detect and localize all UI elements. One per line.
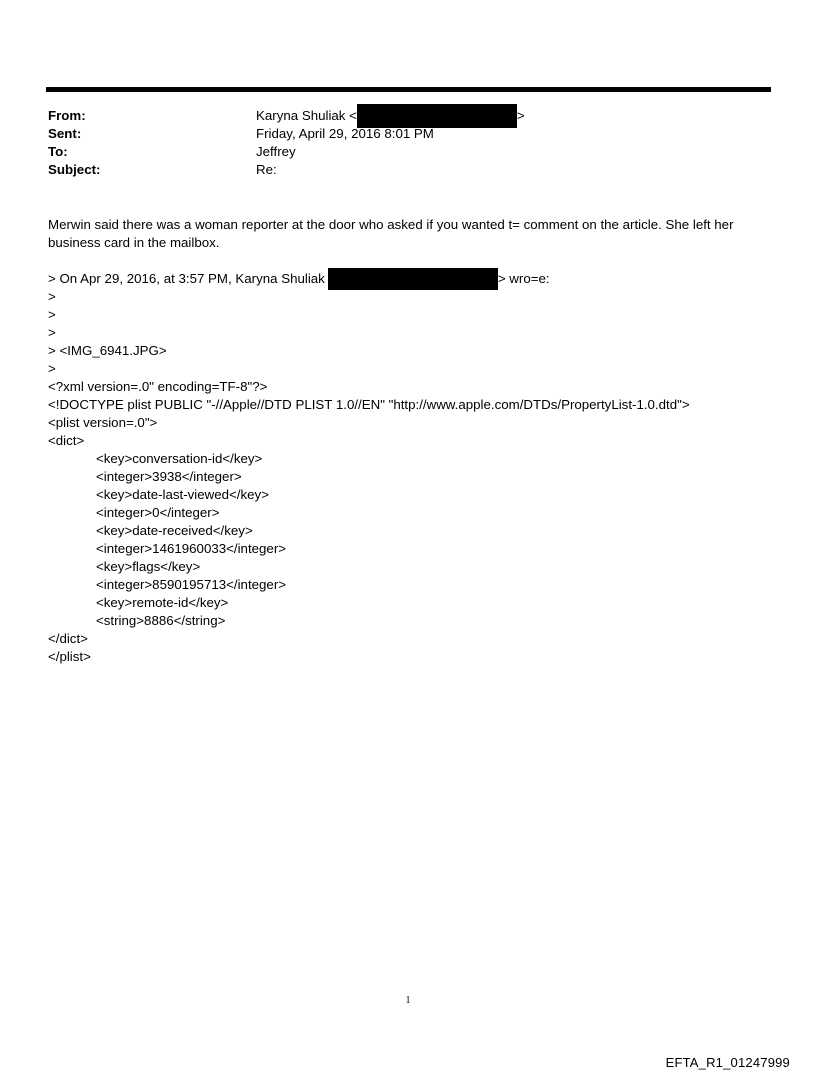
- quote-attribution-end: > wro=e:: [497, 271, 550, 286]
- plist-line: <?xml version=.0" encoding=TF-8"?>: [48, 379, 268, 394]
- subject-value: Re:: [256, 162, 277, 177]
- plist-entry: <integer>0</integer>: [96, 505, 220, 520]
- from-sender-name: Karyna Shuliak <: [256, 108, 357, 123]
- from-email-close: >: [516, 108, 525, 123]
- plist-entry: <key>flags</key>: [96, 559, 201, 574]
- redaction-box: [328, 268, 498, 290]
- message-body: [48, 216, 768, 252]
- plist-entry: <integer>8590195713</integer>: [96, 577, 287, 592]
- plist-entry: <key>date-received</key>: [96, 523, 253, 538]
- from-label: From:: [48, 108, 86, 123]
- page-number: 1: [405, 995, 411, 1006]
- quote-line: >: [48, 307, 56, 322]
- to-label: To:: [48, 144, 68, 159]
- from-row: [48, 107, 768, 125]
- sent-row: [48, 125, 768, 143]
- plist-entry: <integer>1461960033</integer>: [96, 541, 287, 556]
- header-rule: [46, 87, 771, 92]
- plist-line: <plist version=.0">: [48, 415, 158, 430]
- quoted-content: [48, 270, 768, 666]
- plist-entry: <integer>3938</integer>: [96, 469, 242, 484]
- plist-line: <dict>: [48, 433, 85, 448]
- sent-label: Sent:: [48, 126, 82, 141]
- plist-line: </plist>: [48, 649, 91, 664]
- quote-attribution: [48, 270, 768, 288]
- subject-label: Subject:: [48, 162, 101, 177]
- plist-line: <!DOCTYPE plist PUBLIC "-//Apple//DTD PLIST 1.0//EN" "http://www.apple.com/DTDs/PropertyList-1.0.dtd">: [48, 397, 690, 412]
- subject-row: [48, 161, 768, 179]
- quote-attribution-text: > On Apr 29, 2016, at 3:57 PM, Karyna Shuliak: [48, 271, 325, 286]
- message-line: Merwin said there was a woman reporter at the door who asked if you wanted t= comment on the article. She left her: [48, 217, 734, 232]
- plist-entry: <key>remote-id</key>: [96, 595, 229, 610]
- plist-entry: <key>conversation-id</key>: [96, 451, 263, 466]
- sent-value: Friday, April 29, 2016 8:01 PM: [256, 126, 434, 141]
- to-row: [48, 143, 768, 161]
- plist-line: </dict>: [48, 631, 88, 646]
- to-value: Jeffrey: [256, 144, 296, 159]
- plist-entry: <string>8886</string>: [96, 613, 226, 628]
- bates-number: EFTA_R1_01247999: [665, 1055, 790, 1070]
- quote-line: >: [48, 325, 56, 340]
- plist-entry: <key>date-last-viewed</key>: [96, 487, 269, 502]
- message-line: business card in the mailbox.: [48, 235, 220, 250]
- quote-line: >: [48, 289, 56, 304]
- quote-line: > <IMG_6941.JPG>: [48, 343, 167, 358]
- quote-line: >: [48, 361, 56, 376]
